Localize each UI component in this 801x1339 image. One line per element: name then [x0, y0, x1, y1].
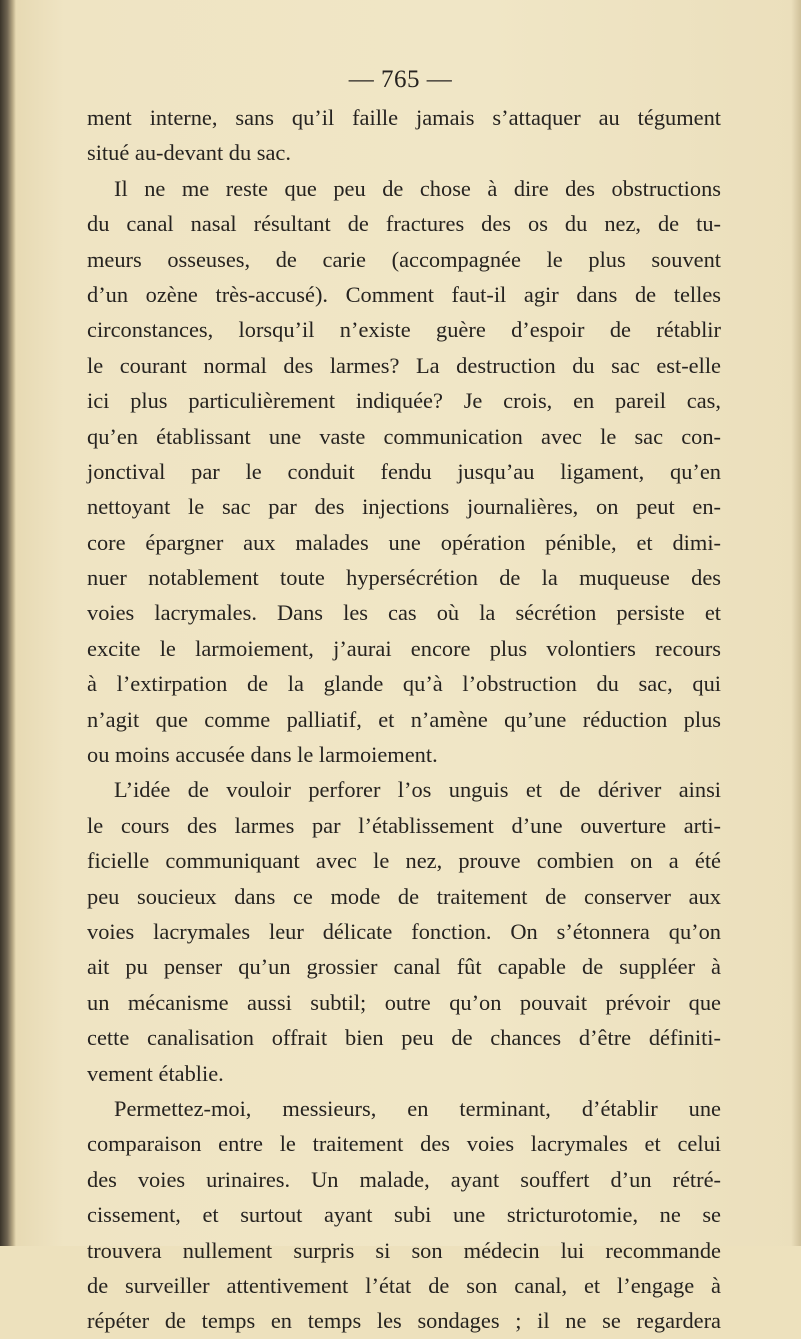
text-line: nettoyant le sac par des injections journalières, on peut en- [87, 494, 721, 520]
paragraph [87, 100, 721, 171]
text-line: le courant normal des larmes? La destruction du sac est-elle [87, 352, 721, 378]
text-line: cette canalisation offrait bien peu de chances d’être définiti- [87, 1025, 721, 1051]
text-line: n’agit que comme palliatif, et n’amène qu’une réduction plus [87, 706, 721, 732]
text-line: un mécanisme aussi subtil; outre qu’on pouvait prévoir que [87, 989, 721, 1015]
text-line: meurs osseuses, de carie (accompagnée le plus souvent [87, 246, 721, 272]
page-number: — 765 — [348, 66, 453, 93]
text-line: ou moins accusée dans le larmoiement. [87, 742, 438, 768]
text-line: voies lacrymales leur délicate fonction. On s’étonnera qu’on [87, 918, 721, 944]
text-line: qu’en établissant une vaste communication avec le sac con- [87, 423, 721, 449]
text-line: ait pu penser qu’un grossier canal fût capable de suppléer à [87, 954, 721, 980]
text-line: vement établie. [87, 1060, 224, 1086]
text-line: cissement, et surtout ayant subi une stricturotomie, ne se [87, 1202, 721, 1228]
text-line: de surveiller attentivement l’état de son canal, et l’engage à [87, 1272, 721, 1298]
book-binding-edge [0, 0, 16, 1246]
text-line: excite le larmoiement, j’aurai encore plus volontiers recours [87, 635, 721, 661]
text-line: voies lacrymales. Dans les cas où la sécrétion persiste et [87, 600, 721, 626]
text-line: L’idée de vouloir perforer l’os unguis et de dériver ainsi [114, 777, 721, 803]
text-line: jonctival par le conduit fendu jusqu’au ligament, qu’en [87, 458, 721, 484]
text-line: le cours des larmes par l’établissement d’une ouverture arti- [87, 812, 721, 838]
paragraph [87, 1091, 721, 1339]
paragraph [87, 171, 721, 773]
text-line: peu soucieux dans ce mode de traitement de conserver aux [87, 883, 721, 909]
text-line: core épargner aux malades une opération pénible, et dimi- [87, 529, 721, 555]
page-right-edge [791, 0, 801, 1246]
text-line: nuer notablement toute hypersécrétion de la muqueuse des [87, 565, 721, 591]
text-line: situé au-devant du sac. [87, 140, 291, 166]
paragraph [87, 772, 721, 1091]
text-line: d’un ozène très-accusé). Comment faut-il agir dans de telles [87, 281, 721, 307]
text-line: ici plus particulièrement indiquée? Je crois, en pareil cas, [87, 388, 721, 414]
text-line: Il ne me reste que peu de chose à dire des obstructions [114, 175, 721, 201]
text-line: ment interne, sans qu’il faille jamais s’attaquer au tégument [87, 105, 721, 130]
text-line: des voies urinaires. Un malade, ayant souffert d’un rétré- [87, 1166, 721, 1192]
text-line: ficielle communiquant avec le nez, prouve combien on a été [87, 848, 721, 874]
text-line: du canal nasal résultant de fractures des os du nez, de tu- [87, 211, 721, 237]
text-line: à l’extirpation de la glande qu’à l’obstruction du sac, qui [87, 671, 721, 697]
text-line: circonstances, lorsqu’il n’existe guère d’espoir de rétablir [87, 317, 721, 343]
text-line: Permettez-moi, messieurs, en terminant, d’établir une [114, 1095, 721, 1121]
text-line: répéter de temps en temps les sondages ; il ne se regardera [87, 1308, 721, 1334]
body-text [87, 100, 721, 1339]
text-line: comparaison entre le traitement des voies lacrymales et celui [87, 1131, 721, 1157]
text-line: trouvera nullement surpris si son médecin lui recommande [87, 1237, 721, 1263]
